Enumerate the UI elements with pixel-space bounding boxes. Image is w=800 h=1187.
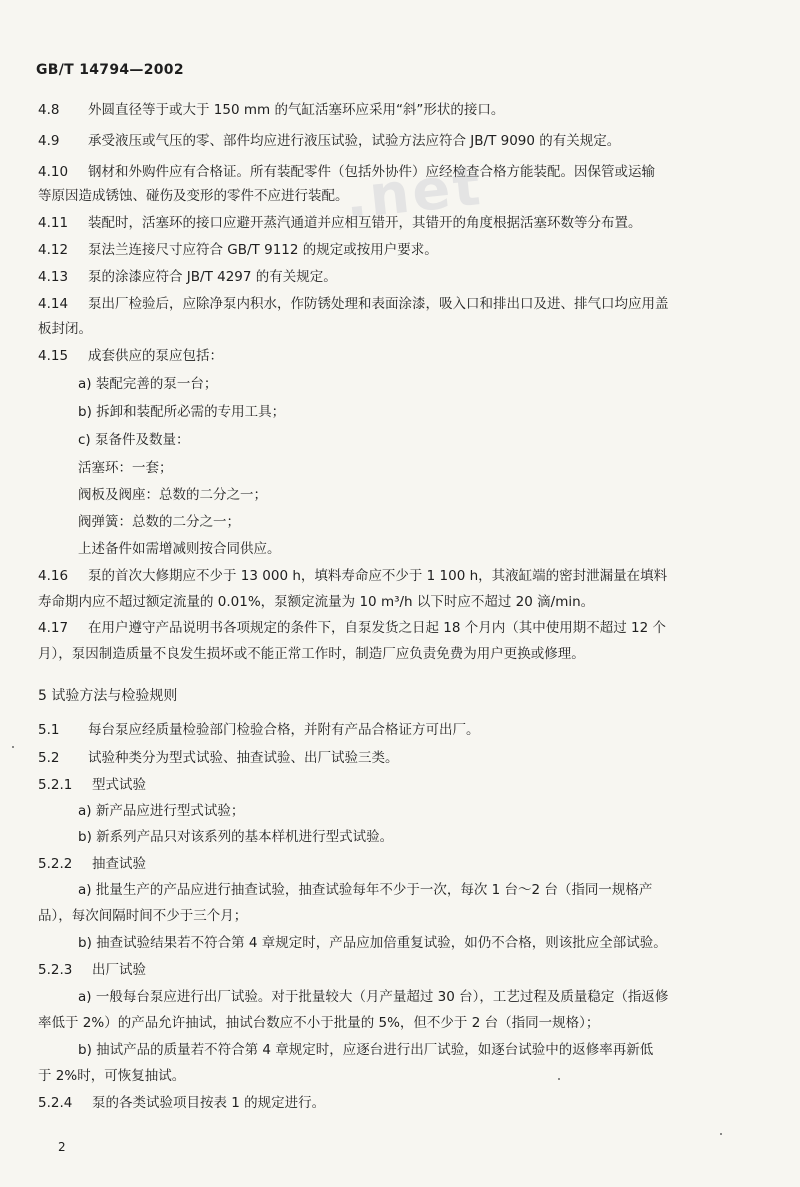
- list-item-cont: 于 2%时，可恢复抽试。: [38, 1068, 186, 1084]
- clause-number: 4.14: [38, 296, 69, 312]
- clause-number: 5.2: [38, 750, 60, 766]
- clause-text: 泵的首次大修期应不少于 13 000 h，填料寿命应不少于 1 100 h，其液缸端的密封泄漏量在填料: [88, 568, 668, 584]
- clause-4-11: [38, 215, 642, 232]
- clause-5-2-1: [38, 777, 146, 794]
- spare-part-note: 上述备件如需增减则按合同供应。: [78, 541, 281, 557]
- list-item: b) 拆卸和装配所必需的专用工具；: [78, 404, 286, 420]
- clause-5-2: [38, 750, 399, 767]
- clause-text: 外圆直径等于或大于 150 mm 的气缸活塞环应采用“斜”形状的接口。: [88, 102, 505, 118]
- clause-title: 出厂试验: [92, 962, 146, 978]
- clause-5-2-2: [38, 856, 146, 873]
- clause-4-14-cont: 板封闭。: [38, 321, 92, 337]
- clause-text: 承受液压或气压的零、部件均应进行液压试验，试验方法应符合 JB/T 9090 的有关规定。: [88, 133, 621, 149]
- clause-text: 在用户遵守产品说明书各项规定的条件下，自泵发货之日起 18 个月内（其中使用期不超过 12 个: [88, 620, 667, 636]
- clause-number: 4.10: [38, 164, 69, 180]
- clause-text: 泵出厂检验后，应除净泵内积水，作防锈处理和表面涂漆，吸入口和排出口及进、排气口均应用盖: [88, 296, 669, 312]
- clause-number: 4.12: [38, 242, 69, 258]
- clause-4-8: [38, 102, 504, 119]
- clause-4-13: [38, 269, 337, 286]
- clause-5-1: [38, 722, 480, 739]
- clause-4-15: [38, 348, 223, 365]
- watermark: .net: [341, 152, 486, 233]
- clause-4-10: [38, 164, 655, 181]
- list-item: b) 抽试产品的质量若不符合第 4 章规定时，应逐台进行出厂试验，如逐台试验中的返修率再新低: [78, 1042, 654, 1058]
- list-item: a) 一般每台泵应进行出厂试验。对于批量较大（月产量超过 30 台），工艺过程及质量稳定（指返修: [78, 989, 669, 1005]
- list-item-cont: 率低于 2%）的产品允许抽试，抽试台数应不小于批量的 5%，但不少于 2 台（指同一规格）；: [38, 1015, 600, 1031]
- spare-part-item: 活塞环：一套；: [78, 460, 173, 476]
- clause-4-16: [38, 568, 667, 585]
- clause-number: 4.13: [38, 269, 69, 285]
- clause-text: 装配时，活塞环的接口应避开蒸汽通道并应相互错开，其错开的角度根据活塞环数等分布置。: [88, 215, 642, 231]
- clause-4-16-cont: 寿命期内应不超过额定流量的 0.01%，泵额定流量为 10 m³/h 以下时应不超过 20 滴/min。: [38, 594, 595, 610]
- clause-number: 4.16: [38, 568, 69, 584]
- scan-speck: [12, 746, 14, 748]
- standard-header: GB/T 14794—2002: [36, 62, 184, 78]
- clause-5-2-3: [38, 962, 146, 979]
- list-item: b) 抽查试验结果若不符合第 4 章规定时，产品应加倍重复试验，如仍不合格，则该批应全部试验。: [78, 935, 667, 951]
- clause-number: 5.2.3: [38, 962, 73, 978]
- clause-text: 钢材和外购件应有合格证。所有装配零件（包括外协件）应经检查合格方能装配。因保管或运输: [88, 164, 655, 180]
- list-item: a) 新产品应进行型式试验；: [78, 803, 245, 819]
- list-item: a) 批量生产的产品应进行抽查试验，抽查试验每年不少于一次，每次 1 台～2 台（指同一规格产: [78, 882, 653, 898]
- scan-speck: [558, 1078, 560, 1080]
- section-title: 5 试验方法与检验规则: [38, 688, 178, 704]
- page-number: 2: [58, 1140, 66, 1154]
- clause-text: 每台泵应经质量检验部门检验合格，并附有产品合格证方可出厂。: [88, 722, 480, 738]
- clause-4-17: [38, 620, 666, 637]
- clause-number: 4.9: [38, 133, 60, 149]
- clause-4-9: [38, 133, 620, 150]
- clause-text: 试验种类分为型式试验、抽查试验、出厂试验三类。: [88, 750, 399, 766]
- spare-part-item: 阀弹簧：总数的二分之一；: [78, 514, 240, 530]
- clause-text: 成套供应的泵应包括：: [88, 348, 223, 364]
- clause-number: 4.15: [38, 348, 69, 364]
- list-item: a) 装配完善的泵一台；: [78, 376, 218, 392]
- list-item-cont: 品），每次间隔时间不少于三个月；: [38, 908, 248, 924]
- clause-text: 泵法兰连接尺寸应符合 GB/T 9112 的规定或按用户要求。: [88, 242, 438, 258]
- clause-text: 泵的涂漆应符合 JB/T 4297 的有关规定。: [88, 269, 337, 285]
- clause-number: 5.2.2: [38, 856, 73, 872]
- clause-number: 4.17: [38, 620, 69, 636]
- clause-number: 5.2.1: [38, 777, 73, 793]
- clause-title: 型式试验: [92, 777, 146, 793]
- clause-4-17-cont: 月），泵因制造质量不良发生损坏或不能正常工作时，制造厂应负责免费为用户更换或修理。: [38, 646, 585, 662]
- clause-5-2-4: [38, 1095, 325, 1112]
- clause-4-14: [38, 296, 669, 313]
- clause-number: 4.8: [38, 102, 60, 118]
- clause-number: 4.11: [38, 215, 69, 231]
- scan-speck: [720, 1133, 722, 1135]
- list-item: b) 新系列产品只对该系列的基本样机进行型式试验。: [78, 829, 394, 845]
- clause-number: 5.2.4: [38, 1095, 73, 1111]
- clause-number: 5.1: [38, 722, 60, 738]
- spare-part-item: 阀板及阀座：总数的二分之一；: [78, 487, 267, 503]
- list-item: c) 泵备件及数量：: [78, 432, 190, 448]
- clause-4-10-cont: 等原因造成锈蚀、碰伤及变形的零件不应进行装配。: [38, 188, 349, 204]
- clause-4-12: [38, 242, 438, 259]
- clause-title: 抽查试验: [92, 856, 146, 872]
- clause-text: 泵的各类试验项目按表 1 的规定进行。: [92, 1095, 326, 1111]
